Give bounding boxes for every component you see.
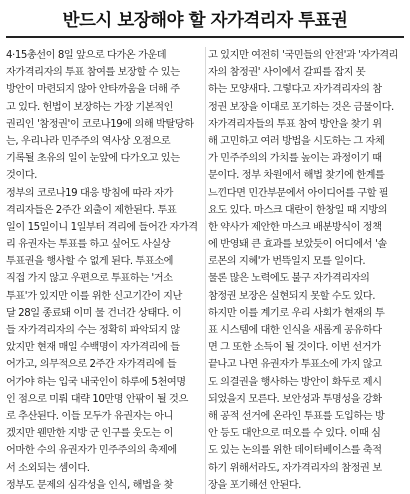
text-line: 정부의 코로나19 대응 방침에 따라 자가 xyxy=(6,187,173,199)
text-line: 하기 위해서라도, 자가격리자의 참정권 보 xyxy=(208,462,382,474)
text-line: 서 소외되는 셈이다. xyxy=(6,462,90,474)
text-line: 참정권 보장은 실현되지 못할 수도 있다. xyxy=(208,290,375,302)
text-line: 로몬의 지혜'가 번뜩일지 모를 일이다. xyxy=(208,256,366,268)
text-line: 자가격리자들의 투표 참여 방안을 찾기 위 xyxy=(208,118,382,130)
paragraph xyxy=(208,270,404,493)
text-line: 투표권을 행사할 수 없게 된다. 투표소에 xyxy=(6,256,173,268)
text-line: 한 약사가 제안한 마스크 배분방식이 정책 xyxy=(208,221,382,233)
text-line: 기록될 초유의 일이 눈앞에 다가오고 있는 xyxy=(6,153,180,165)
text-line: 4·15총선이 8일 앞으로 다가온 가운데 xyxy=(6,50,167,61)
text-line: 고 있지만 여전히 '국민들의 안전'과 '자가격리 xyxy=(208,50,399,61)
text-line: 도 있는 논의를 위한 데이터베이스를 축적 xyxy=(208,445,382,457)
paragraph xyxy=(208,47,404,270)
text-line: 끝나고 나면 유권자가 투표소에 가지 않고 xyxy=(208,359,382,371)
text-line: 어마한 수의 유권자가 민주주의의 축제에 xyxy=(6,445,177,457)
text-line: 겠지만 웬만한 지방 군 인구를 웃도는 이 xyxy=(6,428,173,440)
text-line: 인 점으로 미뤄 대략 10만명 안팎이 될 것으 xyxy=(6,393,188,405)
text-line: 권리인 '참정권'이 코로나19에 의해 박탈당하 xyxy=(6,118,194,130)
text-line: 투표'가 있지만 이를 위한 신고기간이 지난 xyxy=(6,290,182,302)
column-divider xyxy=(205,47,206,494)
text-line: 에 반영돼 큰 효과를 보았듯이 어디에서 '솔 xyxy=(208,239,387,251)
text-line: 문이다. 정부 차원에서 해법 찾기에 한계를 xyxy=(208,170,385,182)
text-line: 자의 참정권' 사이에서 갈피를 잡지 못 xyxy=(208,67,366,79)
text-line: 어가고, 의무적으로 2주간 자가격리에 들 xyxy=(6,359,177,371)
text-line: 표 시스템에 대한 인식을 새롭게 공유하다 xyxy=(208,325,382,336)
text-line: 면 그 또한 소득이 될 것이다. 이번 선거가 xyxy=(208,342,381,354)
text-line: 격리자들은 2주간 외출이 제한된다. 투표 xyxy=(6,204,177,216)
text-line: 정권 보장을 이대로 포기하는 것은 금물이다. xyxy=(208,101,394,113)
column-right xyxy=(208,47,404,494)
article-body xyxy=(6,47,404,494)
text-line: 방안이 마련되지 않아 안타까움을 더해 주 xyxy=(6,84,180,96)
text-line: 달 28일 종료돼 이미 물 건너간 상태다. 이 xyxy=(6,307,182,319)
text-line: 하는 모양새다. 그렇다고 자가격리자의 참 xyxy=(208,84,382,96)
text-line: 것이다. xyxy=(6,170,37,182)
text-line: 느낀다면 민간부문에서 아이디어를 구할 필 xyxy=(208,187,389,199)
text-line: 하지만 이를 계기로 우리 사회가 현재의 투 xyxy=(208,307,385,319)
text-line: 일이 15일이니 1일부터 격리에 들어간 자가격 xyxy=(6,221,198,233)
title-rule xyxy=(6,36,404,38)
text-line: 자가격리자의 투표 참여를 보장할 수 있는 xyxy=(6,67,180,79)
text-line: 로 추산된다. 이들 모두가 유권자는 아니 xyxy=(6,410,173,422)
text-line: 물론 많은 노력에도 불구 자가격리자의 xyxy=(208,273,370,285)
text-line: 요도 있다. 마스크 대란이 한창일 때 지방의 xyxy=(208,204,388,216)
text-line: 가 민주주의의 가치를 높이는 과정이기 때 xyxy=(208,153,382,165)
text-line: 해 고민하고 여러 방법을 시도하는 그 자체 xyxy=(208,135,385,147)
text-line: 어가야 하는 입국 내국인이 하루에 5천여명 xyxy=(6,376,186,388)
text-line: 정부도 문제의 심각성을 인식, 해법을 찾 xyxy=(6,479,173,491)
column-left xyxy=(6,47,202,494)
text-line: 도 의결권을 행사하는 방안이 화두로 제시 xyxy=(208,376,382,388)
text-line: 안 등도 대안으로 떠오를 수 있다. 이때 심 xyxy=(208,428,381,440)
paragraph xyxy=(6,477,202,494)
text-line: 고 있다. 헌법이 보장하는 가장 기본적인 xyxy=(6,101,173,113)
text-line: 았지만 현재 매일 수백명이 자가격리에 들 xyxy=(6,342,180,354)
text-line: 들 자가격리자의 수는 정확히 파악되지 않 xyxy=(6,325,180,336)
paragraph xyxy=(6,47,202,185)
article-title: 반드시 보장해야 할 자가격리자 투표권 xyxy=(62,11,348,31)
text-line: 되었을지 모른다. 보안성과 투명성을 강화 xyxy=(208,393,382,405)
text-line: 직접 가지 않고 우편으로 투표하는 '거소 xyxy=(6,273,173,285)
text-line: 해 공적 선거에 온라인 투표를 도입하는 방 xyxy=(208,410,385,422)
text-line: 리 유권자는 투표를 하고 싶어도 사실상 xyxy=(6,239,171,251)
text-line: 장을 포기해선 안된다. xyxy=(208,479,301,491)
text-line: 는, 우리나라 민주주의 역사상 오점으로 xyxy=(6,135,171,147)
paragraph xyxy=(6,185,202,477)
